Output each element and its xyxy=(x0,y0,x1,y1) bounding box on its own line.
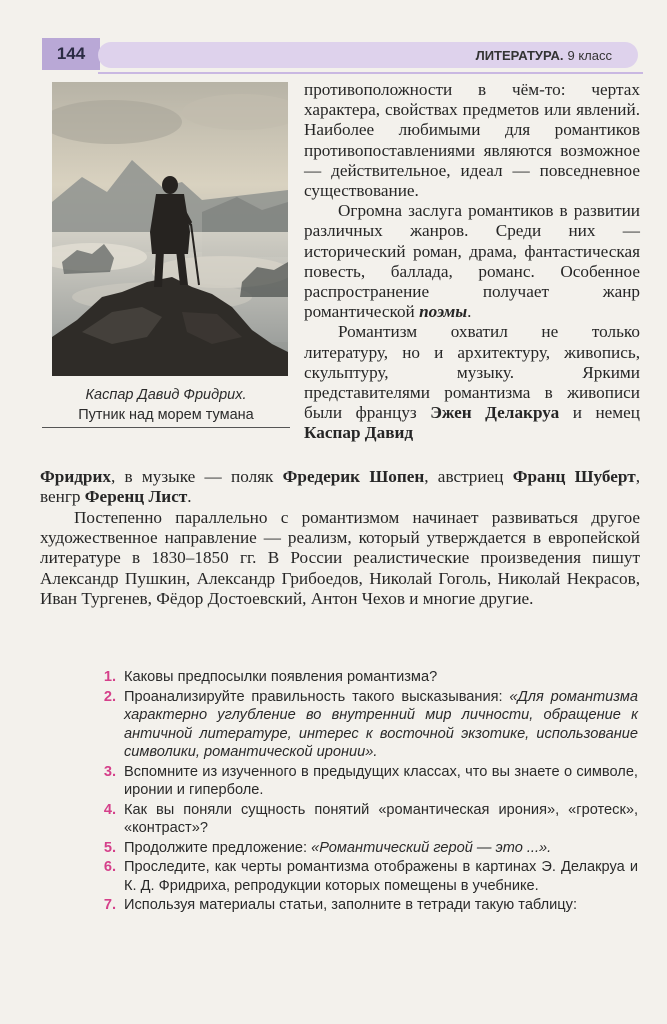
paragraph-arts xyxy=(304,322,640,443)
genres-text: Огромна заслуга романтиков в развитии различных жанров. Среди них — исторический роман, драма, фантастическая повесть, баллада, романс. Особенное распространение получает жанр романтической xyxy=(304,201,640,322)
question-number: 4. xyxy=(103,801,116,818)
friedrich-name-1: Каспар Давид xyxy=(304,423,414,443)
question-item xyxy=(90,763,638,800)
paragraph-arts-continued xyxy=(40,467,640,507)
genres-end: . xyxy=(467,302,472,322)
caption-author: Каспар Давид Фридрих. xyxy=(85,387,247,403)
page-number: 144 xyxy=(42,38,100,70)
paragraph-genres xyxy=(304,201,640,322)
running-header xyxy=(98,42,638,68)
question-item xyxy=(90,688,638,762)
subject-title: ЛИТЕРАТУРА. xyxy=(475,47,564,63)
question-number: 5. xyxy=(103,839,116,856)
question-number: 2. xyxy=(103,688,116,705)
question-item xyxy=(90,668,638,687)
friedrich-name-2: Фридрих xyxy=(40,467,111,486)
question-text: Каковы предпосылки появления романтизма? xyxy=(124,669,438,685)
liszt-name: Ференц Лист xyxy=(84,487,188,507)
austrian-text: , австриец xyxy=(424,467,513,486)
question-text: Проанализируйте правильность такого высказывания: xyxy=(124,688,510,705)
poem-term: поэмы xyxy=(419,302,468,322)
question-number: 7. xyxy=(103,897,116,913)
question-text: Проследите, как черты романтизма отображены в картинах Э. Делакруа и К. Д. Фридриха, репродукции которых помещены в учебнике. xyxy=(124,859,638,894)
realism-text xyxy=(40,508,640,609)
question-text: Вспомните из изученного в предыдущих классах, что вы знаете о символе, иронии и гиперболе. xyxy=(124,763,638,798)
arts-text-2: и немец xyxy=(559,403,640,423)
paragraph-realism: Постепенно параллельно с романтизмом начинает развиваться другое художественное направление — реализм, который утверждается в европейской литературе в 1830–1850 гг. В России реалистические произведения пишут Александр Пушкин, Александр Грибоедов, Николай Гоголь, Николай Некрасов, Иван Тургенев, Фёдор Достоевский, Антон Чехов и многие другие. xyxy=(40,508,640,608)
painting-image xyxy=(52,82,288,376)
question-number: 3. xyxy=(103,763,116,780)
question-item xyxy=(90,839,638,858)
right-column-text xyxy=(304,80,640,444)
question-item xyxy=(90,858,638,895)
questions-list xyxy=(90,668,638,916)
question-item xyxy=(90,801,638,838)
question-number: 1. xyxy=(103,669,116,685)
question-item xyxy=(90,896,638,915)
caption-title: Путник над морем тумана xyxy=(42,405,290,428)
hungarian-text: , венгр xyxy=(40,467,640,507)
wanderer-painting xyxy=(52,82,288,376)
question-text: Как вы поняли сущность понятий «романтическая ирония», «гротеск», «контраст»? xyxy=(124,801,638,836)
music-text: , в музыке — поляк xyxy=(110,467,283,486)
schubert-name: Франц Шуберт xyxy=(512,467,636,486)
arts-end: . xyxy=(187,487,192,507)
question-quote: «Для романтизма характерно углубление во внутренний мир личности, обращение к античной литературе, интерес к восточной экзотике, использование символики, романтической иронии». xyxy=(124,688,638,760)
question-number: 6. xyxy=(103,859,116,875)
paragraph-contrasts: противоположности в чём-то: чертах характера, свойствах предметов или явлений. Наиболее любимыми для романтиков противопоставлениями являются возможное — действительное, идеал — повседневное существование. xyxy=(304,80,640,201)
delacroix-name: Эжен Делакруа xyxy=(430,403,560,423)
question-text: Продолжите предложение: xyxy=(124,839,312,856)
chopin-name: Фредерик Шопен xyxy=(282,467,425,486)
header-divider xyxy=(98,72,643,74)
grade-label: 9 класс xyxy=(567,47,612,63)
full-width-text xyxy=(40,467,640,507)
figure-caption xyxy=(42,385,290,428)
arts-text: Романтизм охватил не только литературу, но и архитектуру, живопись, скульптуру, музыку. Яркими представителями романтизма в живописи были француз xyxy=(304,322,640,423)
question-text: Используя материалы статьи, заполните в тетради такую таблицу: xyxy=(124,897,578,913)
question-quote: «Романтический герой — это ...». xyxy=(311,839,552,856)
